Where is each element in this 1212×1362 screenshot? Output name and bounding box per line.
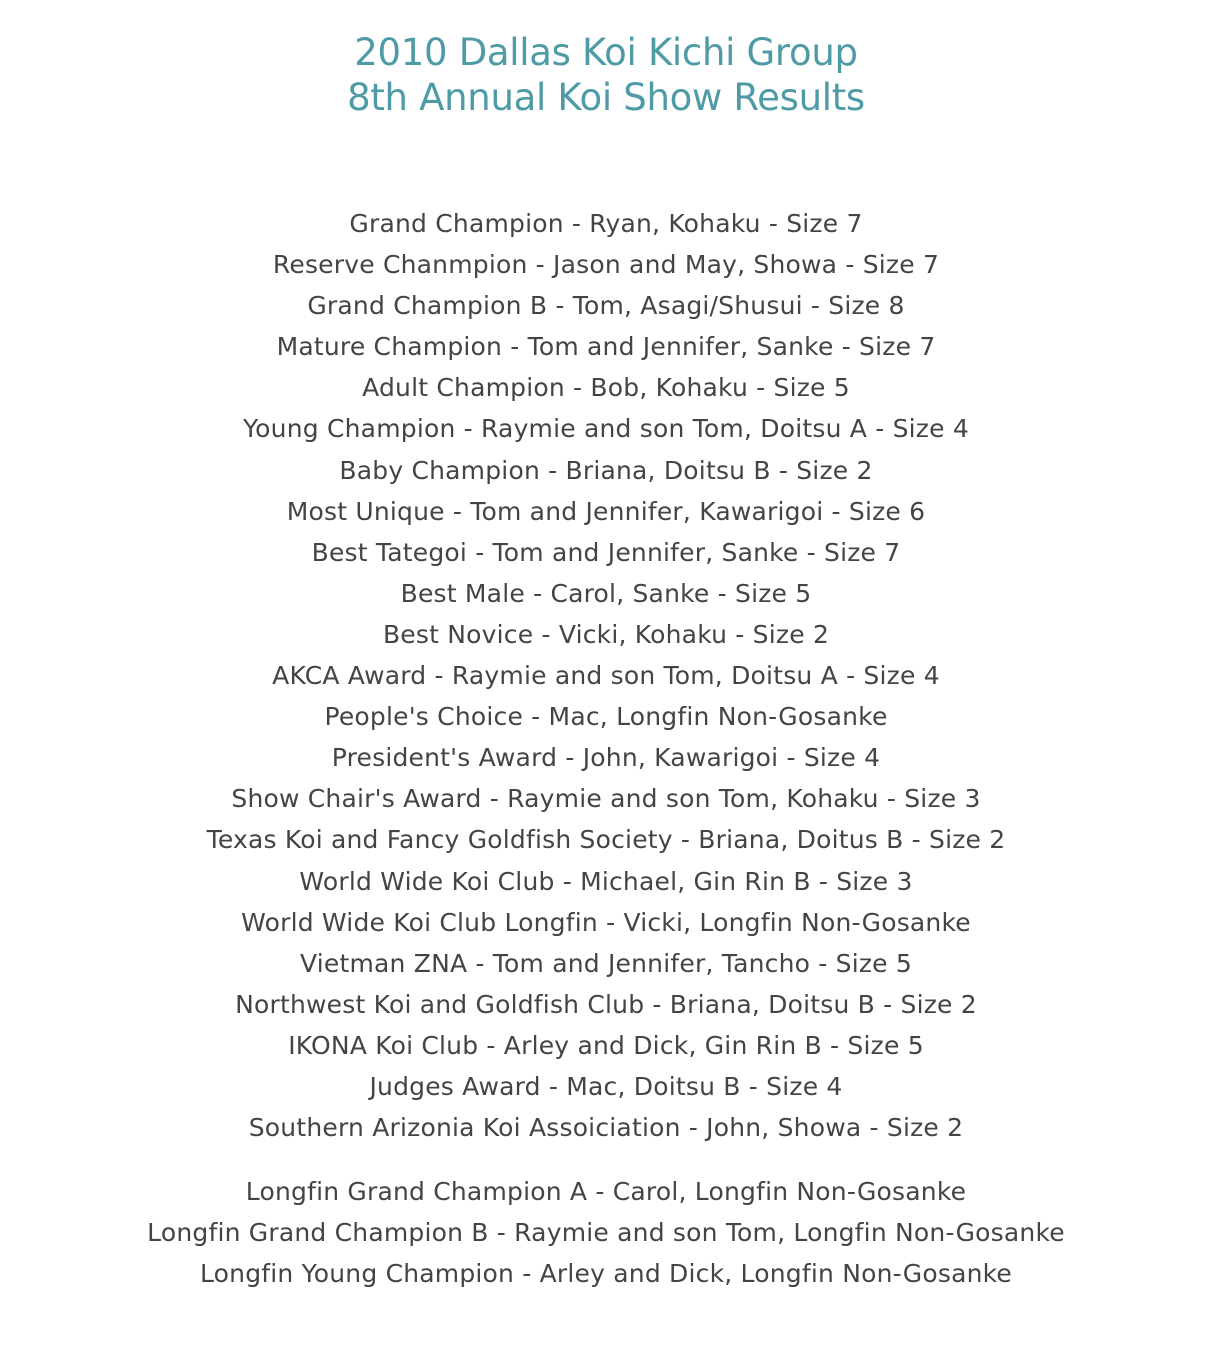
longfin-results-list [0, 1171, 1212, 1294]
result-item: Grand Champion B - Tom, Asagi/Shusui - Size 8 [307, 291, 905, 321]
result-item: Best Tategoi - Tom and Jennifer, Sanke - Size 7 [311, 537, 901, 567]
result-item: Judges Award - Mac, Doitsu B - Size 4 [369, 1071, 843, 1101]
result-item: Best Male - Carol, Sanke - Size 5 [400, 578, 812, 608]
result-item: Texas Koi and Fancy Goldfish Society - Briana, Doitus B - Size 2 [206, 825, 1006, 855]
result-item: President's Award - John, Kawarigoi - Size 4 [331, 743, 881, 773]
result-item: People's Choice - Mac, Longfin Non-Gosanke [324, 702, 888, 732]
result-item: Show Chair's Award - Raymie and son Tom, Kohaku - Size 3 [231, 784, 981, 814]
result-item: Mature Champion - Tom and Jennifer, Sanke - Size 7 [276, 332, 936, 362]
result-item: World Wide Koi Club Longfin - Vicki, Longfin Non-Gosanke [241, 907, 971, 937]
title-line-1: 2010 Dallas Koi Kichi Group [354, 31, 858, 74]
longfin-result-item: Longfin Grand Champion A - Carol, Longfin Non-Gosanke [245, 1177, 967, 1206]
longfin-result-item: Longfin Young Champion - Arley and Dick, Longfin Non-Gosanke [199, 1259, 1012, 1289]
result-item: Best Novice - Vicki, Kohaku - Size 2 [382, 619, 830, 649]
result-item: AKCA Award - Raymie and son Tom, Doitsu A - Size 4 [272, 661, 940, 691]
result-item: Young Champion - Raymie and son Tom, Doitsu A - Size 4 [243, 414, 969, 444]
result-item: Vietman ZNA - Tom and Jennifer, Tancho - Size 5 [300, 948, 912, 978]
result-item: World Wide Koi Club - Michael, Gin Rin B - Size 3 [299, 866, 913, 896]
result-item: Most Unique - Tom and Jennifer, Kawarigoi - Size 6 [286, 496, 926, 526]
title-line-2: 8th Annual Koi Show Results [347, 76, 865, 119]
result-item: Baby Champion - Briana, Doitsu B - Size 2 [339, 455, 873, 485]
result-item: Reserve Chanmpion - Jason and May, Showa - Size 7 [272, 250, 940, 280]
result-item: IKONA Koi Club - Arley and Dick, Gin Rin B - Size 5 [288, 1030, 924, 1060]
result-item: Grand Champion - Ryan, Kohaku - Size 7 [349, 209, 863, 238]
longfin-result-item: Longfin Grand Champion B - Raymie and son Tom, Longfin Non-Gosanke [147, 1218, 1065, 1248]
results-list [0, 203, 1212, 1148]
result-item: Northwest Koi and Goldfish Club - Briana, Doitsu B - Size 2 [235, 989, 977, 1019]
result-item: Adult Champion - Bob, Kohaku - Size 5 [362, 373, 850, 403]
page-title [0, 30, 1212, 120]
result-item: Southern Arizonia Koi Assoiciation - John, Showa - Size 2 [248, 1113, 964, 1143]
